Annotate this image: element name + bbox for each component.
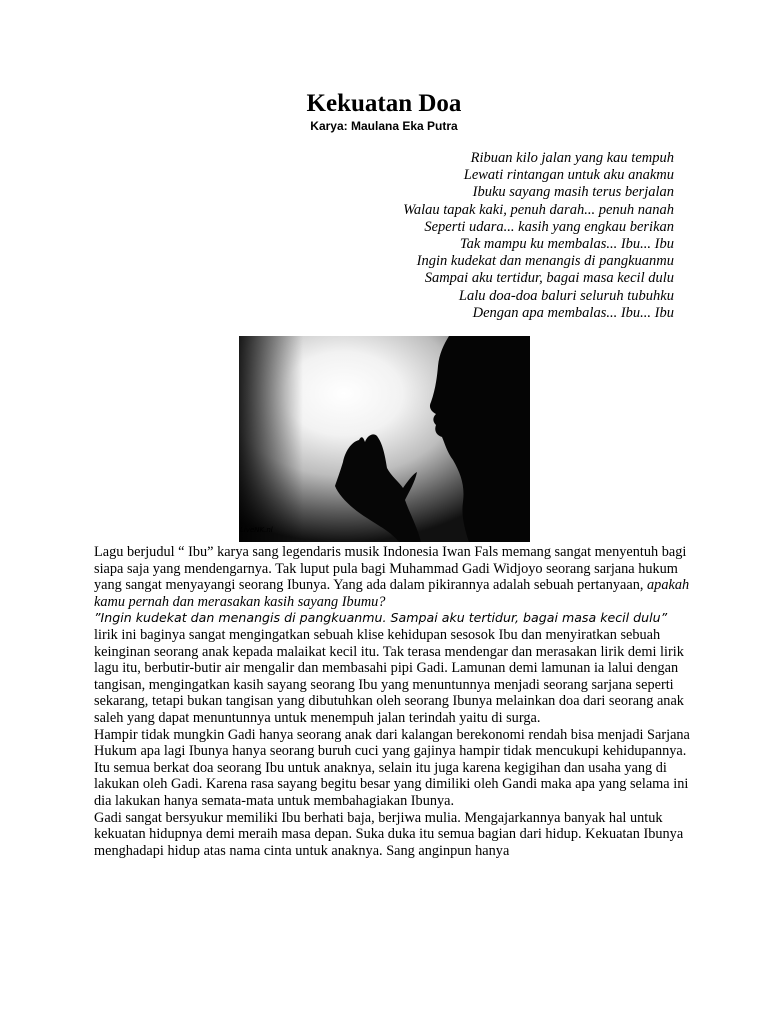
poem-line: Lewati rintangan untuk aku anakmu — [463, 167, 674, 184]
lyric-quote: ”Ingin kudekat dan menangis di pangkuanmu. Sampai aku tertidur, bagai masa kecil dulu” — [94, 610, 668, 626]
praying-silhouette-photo — [239, 336, 530, 542]
paragraph: Gadi sangat bersyukur memiliki Ibu berhati baja, berjiwa mulia. Mengajarkannya banyak hal untuk kekuatan hidupnya demi meraih masa depan. Suka duka itu semua bagian dari hidup. Kekuatan Ibunya menghadapi hidup atas nama cinta untuk anaknya. Sang anginpun hanya — [94, 809, 684, 859]
poem-line: Lalu doa-doa baluri seluruh tubuhku — [458, 287, 674, 304]
article-body — [94, 544, 694, 859]
poem-stanza — [403, 150, 674, 322]
photo-signature: LiveNK.nl — [240, 526, 273, 534]
author-byline: Karya: Maulana Eka Putra — [310, 119, 458, 133]
paragraph-text: Lagu berjudul “ Ibu” karya sang legendaris musik Indonesia Iwan Fals memang sangat menyentuh bagi siapa saja yang mendengarnya. Tak luput pula bagi Muhammad Gadi Widjoyo seorang sarjana hukum yang sangat menyayangi seorang Ibunya. Yang ada dalam pikirannya adalah sebuah pertanyaan, — [94, 544, 687, 594]
poem-line: Ribuan kilo jalan yang kau tempuh — [470, 150, 674, 166]
document-title: Kekuatan Doa — [306, 90, 462, 117]
paragraph — [94, 544, 694, 610]
question-text: apakah kamu pernah dan merasakan kasih sayang Ibumu? — [94, 577, 690, 610]
poem-line: Walau tapak kaki, penuh darah... penuh nanah — [403, 201, 674, 218]
paragraph: lirik ini baginya sangat mengingatkan sebuah klise kehidupan sesosok Ibu dan menyiratkan sebuah keinginan seorang anak kepada malaikat kecil itu. Tak terasa mendengar dan merasakan lirik demi lirik lagu itu, berbutir-butir air mengalir dan membasahi pipi Gadi. Lamunan demi lamunan ia lalui dengan tangisan, mengingatkan kasih sayang seorang Ibu yang menuntunnya menjadi seorang sarjana seperti sekarang, tetapi bukan tangisan yang dibutuhkan oleh seorang Ibunya melainkan doa dari seorang anak saleh yang dapat menuntunnya untuk menempuh jalan terindah yaitu di surga. — [94, 626, 684, 726]
paragraph: Hampir tidak mungkin Gadi hanya seorang anak dari kalangan berekonomi rendah bisa menjadi Sarjana Hukum apa lagi Ibunya hanya seorang buruh cuci yang gajinya hampir tidak mencukupi kehidupannya. Itu semua berkat doa seorang Ibu untuk anaknya, selain itu juga karena kegigihan dan usaha yang di lakukan oleh Gadi. Karena rasa sayang begitu besar yang dimiliki oleh Gandi maka apa yang selama ini dia lakukan hanya semata-mata untuk membahagiakan Ibunya. — [94, 726, 690, 809]
poem-line: Ibuku sayang masih terus berjalan — [472, 184, 674, 201]
poem-line: Tak mampu ku membalas... Ibu... Ibu — [459, 236, 674, 253]
poem-line: Sampai aku tertidur, bagai masa kecil dulu — [424, 270, 674, 287]
poem-line: Ingin kudekat dan menangis di pangkuanmu — [416, 253, 674, 270]
poem-line: Dengan apa membalas... Ibu... Ibu — [472, 304, 674, 321]
poem-line: Seperti udara... kasih yang engkau berikan — [424, 218, 674, 235]
